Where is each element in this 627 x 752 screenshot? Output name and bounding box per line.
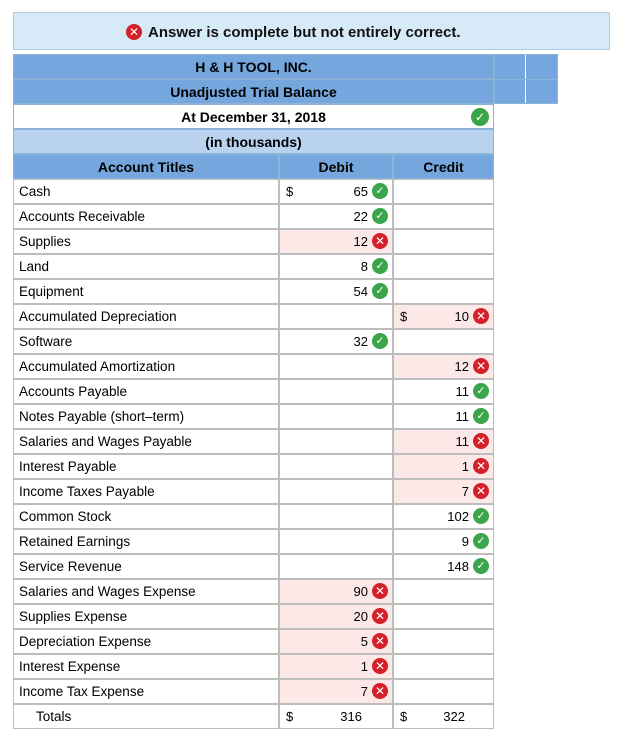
debit-input[interactable]	[279, 354, 393, 379]
table-row	[13, 504, 494, 529]
debit-input[interactable]	[279, 254, 393, 279]
debit-amount: 1	[360, 659, 368, 674]
dollar-sign: $	[286, 709, 294, 724]
account-title-input[interactable]: Salaries and Wages Payable	[13, 429, 279, 454]
debit-amount: 22	[353, 209, 368, 224]
totals-label: Totals	[13, 704, 279, 729]
check-icon: ✓	[372, 333, 388, 349]
table-row	[13, 279, 494, 304]
table-row	[13, 579, 494, 604]
credit-input[interactable]	[393, 454, 494, 479]
check-icon: ✓	[473, 408, 489, 424]
column-credit: Credit	[393, 154, 494, 179]
feedback-text: Answer is complete but not entirely correct.	[148, 23, 461, 41]
account-title-input[interactable]: Equipment	[13, 279, 279, 304]
x-icon: ✕	[372, 683, 388, 699]
account-title-input[interactable]: Accumulated Depreciation	[13, 304, 279, 329]
statement-date[interactable]	[13, 104, 494, 129]
x-icon: ✕	[372, 633, 388, 649]
debit-input[interactable]	[279, 304, 393, 329]
table-row	[13, 604, 494, 629]
credit-input[interactable]	[393, 254, 494, 279]
debit-input[interactable]	[279, 329, 393, 354]
totals-debit-cell	[279, 704, 393, 729]
company-name: H & H TOOL, INC.	[13, 54, 494, 79]
debit-input[interactable]	[279, 629, 393, 654]
credit-input[interactable]	[393, 529, 494, 554]
account-title-input[interactable]: Income Taxes Payable	[13, 479, 279, 504]
table-row	[13, 404, 494, 429]
table-row	[13, 254, 494, 279]
x-icon: ✕	[473, 458, 489, 474]
totals-credit-cell	[393, 704, 494, 729]
dollar-sign: $	[400, 309, 408, 324]
account-title-input[interactable]: Interest Expense	[13, 654, 279, 679]
table-row	[13, 654, 494, 679]
x-icon: ✕	[372, 658, 388, 674]
debit-input[interactable]	[279, 654, 393, 679]
check-icon: ✓	[473, 533, 489, 549]
account-title-input[interactable]: Notes Payable (short–term)	[13, 404, 279, 429]
credit-input[interactable]	[393, 404, 494, 429]
account-title-input[interactable]: Retained Earnings	[13, 529, 279, 554]
credit-amount: 11	[455, 384, 469, 399]
table-row	[13, 429, 494, 454]
check-icon: ✓	[473, 508, 489, 524]
totals-debit-amount: 316	[340, 709, 362, 724]
check-icon: ✓	[372, 258, 388, 274]
error-x-icon: ✕	[126, 24, 142, 40]
debit-amount: 54	[353, 284, 368, 299]
account-title-input[interactable]: Service Revenue	[13, 554, 279, 579]
check-icon: ✓	[471, 108, 489, 126]
debit-amount: 65	[353, 184, 368, 199]
credit-amount: 12	[454, 359, 469, 374]
check-icon: ✓	[473, 383, 489, 399]
dollar-sign: $	[400, 709, 408, 724]
account-title-input[interactable]: Supplies	[13, 229, 279, 254]
account-title-input[interactable]: Depreciation Expense	[13, 629, 279, 654]
check-icon: ✓	[372, 283, 388, 299]
statement-date-text: At December 31, 2018	[181, 108, 326, 125]
account-title-input[interactable]: Cash	[13, 179, 279, 204]
credit-input[interactable]	[393, 379, 494, 404]
account-title-input[interactable]: Land	[13, 254, 279, 279]
table-row	[13, 554, 494, 579]
credit-input[interactable]	[393, 654, 494, 679]
debit-input[interactable]	[279, 504, 393, 529]
credit-amount: 11	[455, 409, 469, 424]
credit-input[interactable]	[393, 204, 494, 229]
statement-title: Unadjusted Trial Balance	[13, 79, 494, 104]
debit-amount: 90	[353, 584, 368, 599]
account-title-input[interactable]: Accounts Receivable	[13, 204, 279, 229]
account-title-input[interactable]: Software	[13, 329, 279, 354]
debit-input[interactable]	[279, 279, 393, 304]
debit-input[interactable]	[279, 204, 393, 229]
debit-input[interactable]	[279, 179, 393, 204]
x-icon: ✕	[372, 233, 388, 249]
credit-amount: 11	[455, 434, 469, 449]
credit-amount: 10	[454, 309, 469, 324]
x-icon: ✕	[473, 433, 489, 449]
x-icon: ✕	[473, 308, 489, 324]
table-row	[13, 479, 494, 504]
credit-input[interactable]	[393, 604, 494, 629]
account-title-input[interactable]: Accumulated Amortization	[13, 354, 279, 379]
debit-amount: 5	[360, 634, 368, 649]
account-title-input[interactable]: Salaries and Wages Expense	[13, 579, 279, 604]
header-side-cells	[494, 54, 558, 104]
credit-input[interactable]	[393, 229, 494, 254]
credit-amount: 102	[447, 509, 469, 524]
check-icon: ✓	[372, 183, 388, 199]
x-icon: ✕	[473, 483, 489, 499]
debit-input[interactable]	[279, 404, 393, 429]
credit-amount: 1	[461, 459, 469, 474]
table-row	[13, 304, 494, 329]
table-row	[13, 454, 494, 479]
x-icon: ✕	[372, 583, 388, 599]
units-label: (in thousands)	[13, 129, 494, 154]
check-icon: ✓	[473, 558, 489, 574]
credit-input[interactable]	[393, 479, 494, 504]
totals-row	[13, 704, 494, 729]
account-title-input[interactable]: Supplies Expense	[13, 604, 279, 629]
table-row	[13, 354, 494, 379]
table-row	[13, 204, 494, 229]
debit-amount: 32	[353, 334, 368, 349]
x-icon: ✕	[372, 608, 388, 624]
account-title-input[interactable]: Interest Payable	[13, 454, 279, 479]
debit-input[interactable]	[279, 579, 393, 604]
debit-input[interactable]	[279, 429, 393, 454]
debit-amount: 8	[360, 259, 368, 274]
credit-input[interactable]	[393, 279, 494, 304]
credit-input[interactable]	[393, 429, 494, 454]
check-icon: ✓	[372, 208, 388, 224]
debit-amount: 20	[353, 609, 368, 624]
debit-input[interactable]	[279, 229, 393, 254]
debit-input[interactable]	[279, 679, 393, 704]
table-row	[13, 679, 494, 704]
table-row	[13, 529, 494, 554]
credit-input[interactable]	[393, 179, 494, 204]
column-account-titles: Account Titles	[13, 154, 279, 179]
credit-amount: 148	[447, 559, 469, 574]
debit-input[interactable]	[279, 554, 393, 579]
credit-input[interactable]	[393, 329, 494, 354]
debit-input[interactable]	[279, 529, 393, 554]
debit-input[interactable]	[279, 604, 393, 629]
debit-amount: 12	[353, 234, 368, 249]
credit-amount: 7	[461, 484, 469, 499]
credit-input[interactable]	[393, 504, 494, 529]
credit-input[interactable]	[393, 354, 494, 379]
table-row	[13, 629, 494, 654]
table-row	[13, 379, 494, 404]
account-title-input[interactable]: Accounts Payable	[13, 379, 279, 404]
debit-input[interactable]	[279, 379, 393, 404]
credit-input[interactable]	[393, 629, 494, 654]
table-row	[13, 229, 494, 254]
column-debit: Debit	[279, 154, 393, 179]
account-title-input[interactable]: Income Tax Expense	[13, 679, 279, 704]
x-icon: ✕	[473, 358, 489, 374]
credit-amount: 9	[461, 534, 469, 549]
debit-amount: 7	[360, 684, 368, 699]
debit-input[interactable]	[279, 479, 393, 504]
debit-input[interactable]	[279, 454, 393, 479]
table-row	[13, 179, 494, 204]
dollar-sign: $	[286, 184, 294, 199]
feedback-banner	[13, 12, 610, 50]
table-row	[13, 329, 494, 354]
totals-credit-amount: 322	[443, 709, 465, 724]
account-title-input[interactable]: Common Stock	[13, 504, 279, 529]
credit-input[interactable]	[393, 304, 494, 329]
credit-input[interactable]	[393, 679, 494, 704]
credit-input[interactable]	[393, 579, 494, 604]
credit-input[interactable]	[393, 554, 494, 579]
